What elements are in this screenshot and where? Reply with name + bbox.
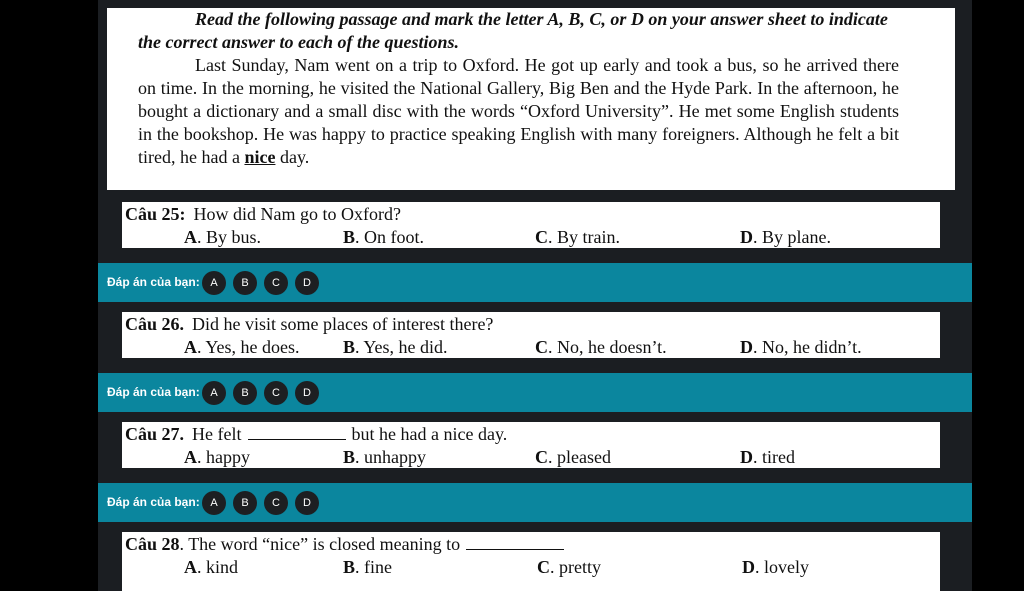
option-text: . unhappy [355, 447, 427, 467]
question-27-option-a [184, 446, 250, 468]
question-26-option-d [740, 336, 862, 358]
option-text: . fine [355, 557, 392, 577]
answer-bar-26 [98, 373, 972, 412]
question-28-text: . The word “nice” is closed meaning to [179, 534, 461, 554]
passage-instruction: Read the following passage and mark the letter A, B, C, or D on your answer sheet to indicate the correct answer to each of the questions. [138, 9, 888, 52]
option-text: . pleased [548, 447, 611, 467]
option-text: . kind [197, 557, 239, 577]
option-letter: B [343, 337, 356, 357]
option-letter: A [184, 227, 197, 247]
option-text: . By train. [548, 227, 620, 247]
question-25-number: Câu 25: [125, 204, 186, 224]
answer-27-choice-b[interactable]: B [233, 491, 257, 515]
option-letter: D [740, 337, 753, 357]
question-27-option-d [740, 446, 795, 468]
question-27-text-before: He felt [192, 424, 242, 444]
question-26-text: Did he visit some places of interest there? [192, 314, 494, 334]
answer-blank [248, 425, 346, 440]
question-27-line [125, 423, 507, 445]
question-27-text-after: but he had a nice day. [351, 424, 508, 444]
question-25-option-b [343, 226, 424, 248]
option-text: . No, he didn’t. [753, 337, 862, 357]
answer-25-choice-d[interactable]: D [295, 271, 319, 295]
question-25-text: How did Nam go to Oxford? [193, 204, 401, 224]
option-text: . Yes, he did. [355, 337, 448, 357]
question-25-option-d [740, 226, 831, 248]
option-letter: B [343, 447, 356, 467]
question-28 [122, 532, 940, 591]
option-text: . Yes, he does. [197, 337, 300, 357]
question-26-option-b [343, 336, 448, 358]
answer-label: Đáp án của bạn: [107, 495, 200, 509]
answer-bar-25 [98, 263, 972, 302]
answer-25-choice-b[interactable]: B [233, 271, 257, 295]
option-text: . pretty [550, 557, 601, 577]
answer-27-choice-a[interactable]: A [202, 491, 226, 515]
question-28-option-c [537, 556, 601, 578]
question-28-line [125, 533, 570, 555]
question-26-number: Câu 26. [125, 314, 185, 334]
question-25-option-c [535, 226, 620, 248]
answer-blank [466, 535, 564, 550]
answer-26-choice-c[interactable]: C [264, 381, 288, 405]
question-26-option-a [184, 336, 300, 358]
question-27-option-b [343, 446, 426, 468]
option-letter: A [184, 557, 197, 577]
answer-25-choice-a[interactable]: A [202, 271, 226, 295]
option-text: . happy [197, 447, 250, 467]
answer-label: Đáp án của bạn: [107, 385, 200, 399]
question-26-line [125, 313, 493, 335]
option-letter: C [535, 227, 548, 247]
passage-text-end: day. [279, 147, 310, 167]
option-text: . lovely [755, 557, 809, 577]
option-letter: A [184, 447, 197, 467]
passage-body [138, 54, 899, 169]
passage-text: Last Sunday, Nam went on a trip to Oxford. He got up early and took a bus, so he arrived there on time. In the morning, he visited the National Gallery, Big Ben and the Hyde Park. In the afternoon, he bought a dictionary and a small disc with the words “Oxford University”. He met some English students in the bookshop. He was happy to practice speaking English with many foreigners. Although he felt a bit tired, he had a [138, 55, 899, 167]
option-letter: D [740, 227, 753, 247]
answer-26-choice-b[interactable]: B [233, 381, 257, 405]
option-letter: C [537, 557, 550, 577]
answer-label: Đáp án của bạn: [107, 275, 200, 289]
option-letter: C [535, 447, 548, 467]
answer-bar-27 [98, 483, 972, 522]
option-text: . On foot. [355, 227, 425, 247]
question-28-number: Câu 28 [125, 534, 180, 554]
option-letter: B [343, 227, 356, 247]
option-letter: B [343, 557, 356, 577]
question-28-option-a [184, 556, 238, 578]
answer-25-choice-c[interactable]: C [264, 271, 288, 295]
reading-passage [107, 8, 955, 190]
question-27-option-c [535, 446, 611, 468]
option-letter: D [740, 447, 753, 467]
option-text: . tired [753, 447, 795, 467]
question-28-option-d [742, 556, 809, 578]
option-letter: C [535, 337, 548, 357]
answer-27-choice-d[interactable]: D [295, 491, 319, 515]
question-26 [122, 312, 940, 358]
option-text: . By plane. [753, 227, 831, 247]
answer-26-choice-a[interactable]: A [202, 381, 226, 405]
question-28-option-b [343, 556, 392, 578]
option-text: . No, he doesn’t. [548, 337, 667, 357]
option-letter: D [742, 557, 755, 577]
question-25-option-a [184, 226, 261, 248]
question-27 [122, 422, 940, 468]
question-26-option-c [535, 336, 667, 358]
option-text: . By bus. [197, 227, 262, 247]
option-letter: A [184, 337, 197, 357]
question-25-line [125, 203, 401, 225]
question-27-number: Câu 27. [125, 424, 185, 444]
question-25 [122, 202, 940, 248]
passage-highlight-word: nice [244, 147, 276, 167]
answer-26-choice-d[interactable]: D [295, 381, 319, 405]
answer-27-choice-c[interactable]: C [264, 491, 288, 515]
